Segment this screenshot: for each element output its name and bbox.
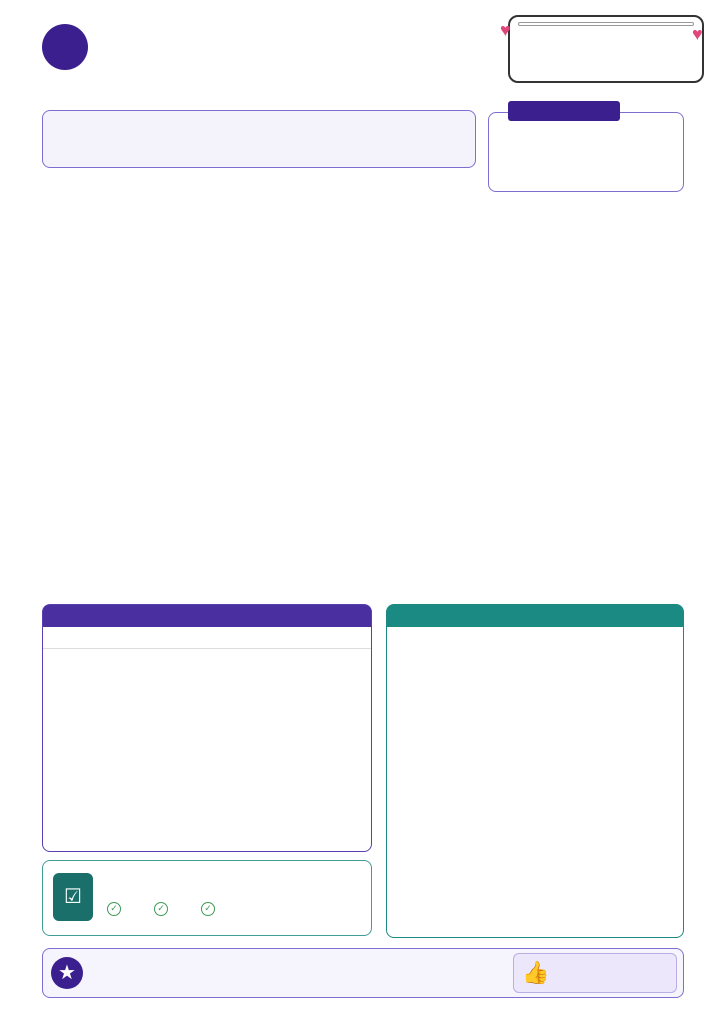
key-idea-box [42, 948, 684, 998]
star-icon: ★ [51, 957, 83, 989]
intro-box [42, 110, 476, 168]
reminder-box [42, 860, 372, 936]
heart-icon: ♥ [692, 24, 703, 44]
thumbs-up-icon: 👍 [522, 960, 550, 985]
reminder-conditions [107, 901, 367, 916]
definition-title [508, 101, 620, 121]
expr-table [42, 604, 372, 852]
definition-box [488, 112, 684, 192]
section-number [42, 24, 88, 70]
expr-table-header [43, 627, 371, 649]
heart-icon: ♥ [500, 20, 511, 40]
logo-tagline [518, 22, 694, 26]
check-icon: ✓ [201, 902, 215, 916]
why-table [386, 604, 684, 938]
check-icon: ✓ [107, 902, 121, 916]
academy-logo [508, 15, 704, 83]
check-icon: ✓ [154, 902, 168, 916]
expr-table-title [43, 605, 371, 627]
cta-box [513, 953, 677, 993]
clipboard-icon: ☑ [53, 873, 93, 921]
why-table-title [387, 605, 683, 627]
